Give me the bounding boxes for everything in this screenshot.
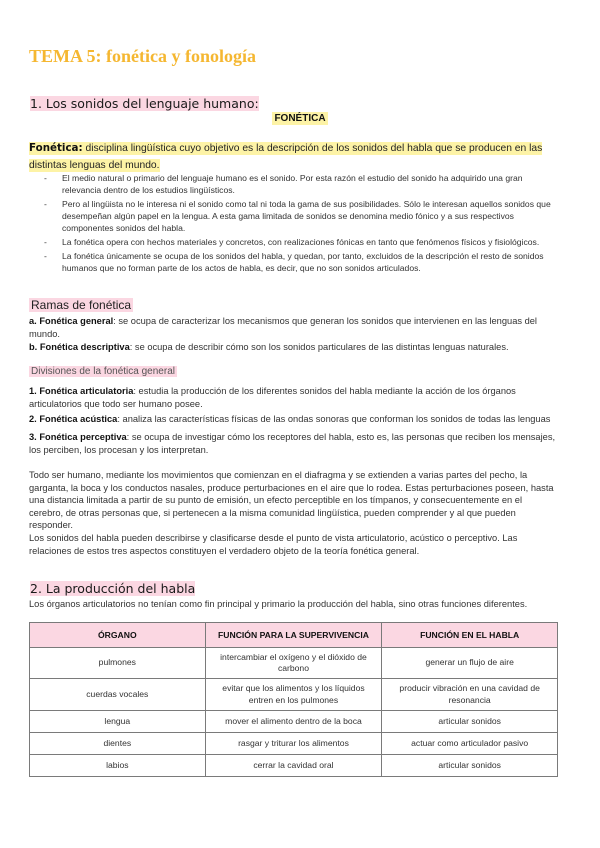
table-cell: generar un flujo de aire xyxy=(382,648,558,679)
section-2-heading xyxy=(29,581,196,596)
rama-descriptiva xyxy=(29,341,557,354)
subheading-fonetica xyxy=(0,113,600,124)
fonetica-definition-term: Fonética: xyxy=(29,142,83,154)
section-1-heading xyxy=(29,96,260,111)
rama-descriptiva-text: : se ocupa de describir cómo son los sonidos particulares de las distintas lenguas naturales. xyxy=(129,342,509,352)
table-cell: articular sonidos xyxy=(382,755,558,777)
list-item: - La fonética únicamente se ocupa de los sonidos del habla, y quedan, por tanto, excluidos de la descripción el resto de sonidos humanos que no forman parte de los actos de habla, es decir, que no son sonidos articulados. xyxy=(62,250,558,274)
section-2-intro: Los órganos articulatorios no tenían como fin principal y primario la producción del habla, sino otras funciones diferentes. xyxy=(29,599,528,609)
body-paragraph-2: Los sonidos del habla pueden describirse y clasificarse desde el punto de vista articulatorio, acústico o perceptivo. Las relaciones de estos tres aspectos constituyen el verdadero objeto de la teoría fonética general. xyxy=(29,533,518,556)
section-1-heading-text: 1. Los sonidos del lenguaje humano: xyxy=(30,96,259,111)
division-articulatoria xyxy=(29,385,557,410)
division-articulatoria-term: 1. Fonética articulatoria xyxy=(29,386,134,396)
division-acustica-term: 2. Fonética acústica xyxy=(29,414,118,424)
document-title: TEMA 5: fonética y fonología xyxy=(29,46,256,66)
fonetica-definition-highlight xyxy=(29,142,542,172)
table-row xyxy=(30,711,558,733)
table-cell: articular sonidos xyxy=(382,711,558,733)
rama-general-term: a. Fonética general xyxy=(29,316,114,326)
rama-general-text: : se ocupa de caracterizar los mecanismos que generan los sonidos que intervienen en las lenguas del mundo. xyxy=(29,316,537,339)
fonetica-bullet-list xyxy=(62,172,558,276)
table-row xyxy=(30,679,558,711)
table-cell: mover el alimento dentro de la boca xyxy=(205,711,382,733)
division-perceptiva-term: 3. Fonética perceptiva xyxy=(29,432,127,442)
division-acustica-text: : analiza las características físicas de las ondas sonoras que conforman los sonidos de todas las lenguas xyxy=(117,414,551,424)
division-articulatoria-text: : estudia la producción de los diferentes sonidos del habla mediante la acción de los órganos articulatorios que todo ser humano posee. xyxy=(29,386,516,409)
table-cell: evitar que los alimentos y los líquidos entren en los pulmones xyxy=(205,679,382,711)
table-header-cell: FUNCIÓN PARA LA SUPERVIVENCIA xyxy=(205,623,382,648)
table-cell: cuerdas vocales xyxy=(30,679,206,711)
division-perceptiva xyxy=(29,431,557,456)
table-cell: actuar como articulador pasivo xyxy=(382,733,558,755)
table-cell: lengua xyxy=(30,711,206,733)
fonetica-definition-text: disciplina lingüística cuyo objetivo es la descripción de los sonidos del habla que se producen en las distintas lenguas del mundo. xyxy=(29,143,543,171)
table-cell: labios xyxy=(30,755,206,777)
organos-table xyxy=(29,622,558,777)
rama-descriptiva-term: b. Fonética descriptiva xyxy=(29,342,130,352)
subheading-fonetica-text: FONÉTICA xyxy=(274,113,326,124)
table-header-row xyxy=(30,623,558,648)
fonetica-definition xyxy=(29,140,561,174)
table-header-cell: FUNCIÓN EN EL HABLA xyxy=(382,623,558,648)
ramas-heading: Ramas de fonética xyxy=(31,298,132,312)
table-cell: rasgar y triturar los alimentos xyxy=(205,733,382,755)
list-item: - Pero al lingüista no le interesa ni el sonido como tal ni toda la gama de sus posibilidades. Sólo le interesan aquellos sonidos que desempeñan algún papel en la lengua. A esta gama limitada de sonidos se denomina medio fónico y a sus respectivos componentes sonidos del habla. xyxy=(62,198,558,235)
divisiones-heading: Divisiones de la fonética general xyxy=(31,366,175,377)
section-2-heading-text: 2. La producción del habla xyxy=(30,581,196,596)
list-item: - El medio natural o primario del lenguaje humano es el sonido. Por esta razón el estudio del sonido ha adquirido una gran relevancia dentro de los estudios lingüísticos. xyxy=(62,172,558,196)
table-row xyxy=(30,648,558,679)
table-cell: pulmones xyxy=(30,648,206,679)
table-cell: intercambiar el oxígeno y el dióxido de carbono xyxy=(205,648,382,679)
table-row xyxy=(30,755,558,777)
body-paragraph-1: Todo ser humano, mediante los movimientos que comienzan en el diafragma y se extienden a varias partes del pecho, la garganta, la boca y los conductos nasales, produce perturbaciones en el aire que lo rodea. Estas perturbaciones poseen, hasta una distancia limitada a partir de su punto de emisión, un efecto perceptible en los tímpanos, y consecuentemente en el cerebro, de otras personas que, si pertenecen a la misma comunidad lingüística, pueden comprender y al que pueden responder. xyxy=(29,470,554,530)
table-cell: producir vibración en una cavidad de resonancia xyxy=(382,679,558,711)
table-cell: cerrar la cavidad oral xyxy=(205,755,382,777)
table-header-cell: ÓRGANO xyxy=(30,623,206,648)
division-perceptiva-text: : se ocupa de investigar cómo los receptores del habla, esto es, las personas que reciben los mensajes, los perciben, los procesan y los interpretan. xyxy=(29,432,556,455)
division-acustica xyxy=(29,413,557,426)
table-row xyxy=(30,733,558,755)
list-item: - La fonética opera con hechos materiales y concretos, con realizaciones fónicas en tanto que fenómenos físicos y fisiológicos. xyxy=(62,236,558,248)
rama-general xyxy=(29,315,557,340)
table-cell: dientes xyxy=(30,733,206,755)
